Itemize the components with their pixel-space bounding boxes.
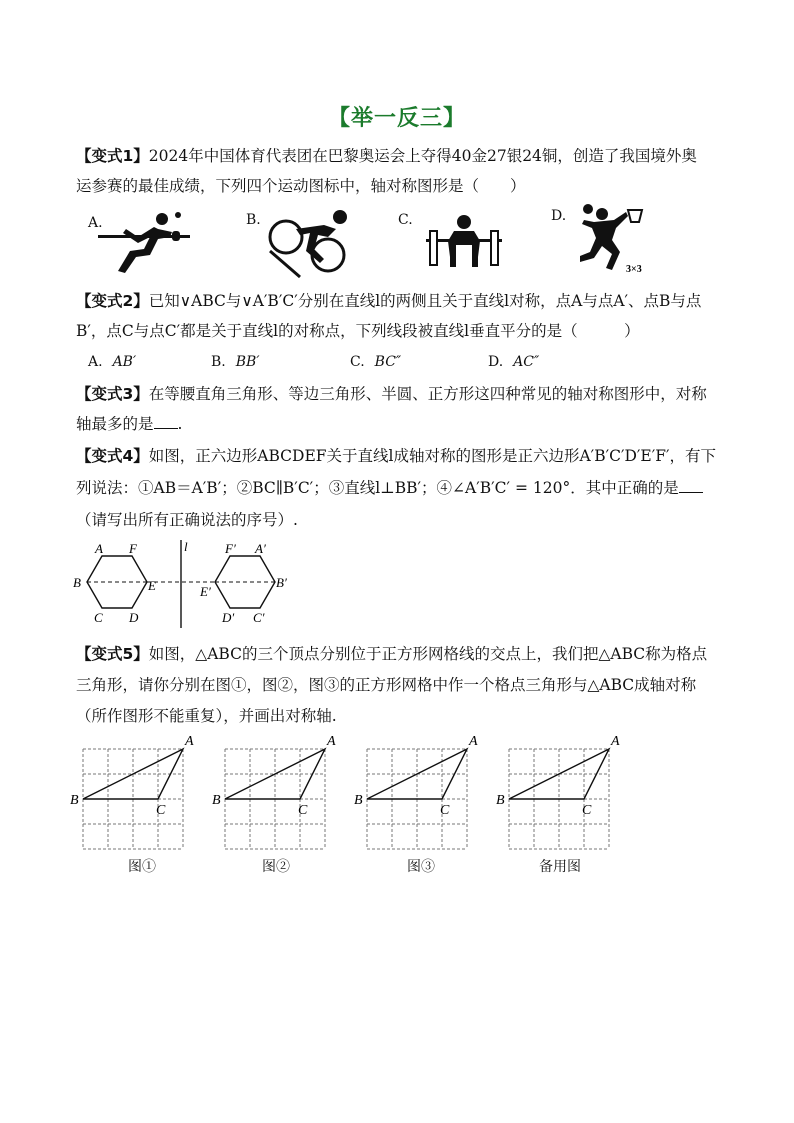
q1-line1: 【变式1】2024年中国体育代表团在巴黎奥运会上夺得40金27银24铜，创造了我国境外奥: [76, 147, 697, 165]
q2-line2: B′，点C与点C′都是关于直线l的对称点，下列线段被直线l垂直平分的是（ ）: [76, 322, 640, 340]
cycling-icon: [266, 207, 356, 279]
vertex-label-a: A: [185, 734, 194, 749]
vertex-label-c: C: [582, 803, 592, 818]
vertex-label-b: B: [212, 793, 221, 808]
hexagon-reflection-figure: [70, 538, 300, 630]
vertex-label-a: A: [327, 734, 336, 749]
q2-option-a: A. AB′: [88, 354, 137, 370]
weightlifting-icon: [426, 213, 502, 269]
q4-line3: （请写出所有正确说法的序号）.: [76, 511, 298, 529]
vertex-label-b: B: [496, 793, 505, 808]
q2-line1: 【变式2】已知∨ABC与∨A′B′C′分别在直线l的两侧且关于直线l对称，点A与点A′、点B与点: [76, 292, 702, 310]
svg-text:D: D: [129, 610, 139, 625]
svg-text:C′: C′: [253, 610, 265, 625]
q3-line2: 轴最多的是 .: [76, 415, 183, 433]
svg-text:D′: D′: [222, 610, 235, 625]
caption-spare-figure: 备用图: [539, 859, 581, 875]
svg-text:A′: A′: [255, 541, 266, 556]
q2-option-d: D. AC″: [488, 354, 540, 370]
caption-figure-1: 图①: [128, 859, 156, 875]
vertex-label-a: A: [469, 734, 478, 749]
svg-text:C: C: [94, 610, 103, 625]
grid-figure-1: [70, 734, 194, 849]
q1-line2: 运参赛的最佳成绩，下列四个运动图标中，轴对称图形是（ ）: [76, 177, 526, 195]
caption-figure-3: 图③: [407, 859, 435, 875]
q5-tag: 【变式5】: [76, 645, 149, 663]
answer-blank: [154, 414, 178, 429]
vertex-label-b: B: [70, 793, 79, 808]
svg-text:E: E: [148, 578, 156, 593]
vertex-label-b: B: [354, 793, 363, 808]
q5-line3: （所作图形不能重复），并画出对称轴.: [76, 707, 337, 725]
svg-text:B′: B′: [276, 575, 287, 590]
q2-tag: 【变式2】: [76, 292, 149, 310]
vertex-label-c: C: [298, 803, 308, 818]
q4-line2: 列说法：①AB＝A′B′；②BC∥B′C′；③直线l⊥BB′；④∠A′B′C′ = 120°．其中正确的是: [76, 478, 703, 498]
q4-tag: 【变式4】: [76, 447, 149, 465]
answer-blank: [679, 478, 703, 493]
vertex-label-c: C: [440, 803, 450, 818]
caption-figure-2: 图②: [262, 859, 290, 875]
q1-option-d-label: D.: [551, 208, 567, 224]
grid-figure-2: [212, 734, 336, 849]
grid-figures: [66, 730, 646, 850]
svg-text:B: B: [73, 575, 81, 590]
q1-option-c-label: C.: [398, 212, 413, 228]
q1-option-a-label: A.: [88, 215, 103, 231]
svg-text:F: F: [129, 541, 137, 556]
q4-line1: 【变式4】如图，正六边形ABCDEF关于直线l成轴对称的图形是正六边形A′B′C′D′E′F′，有下: [76, 447, 717, 465]
svg-text:A: A: [95, 541, 103, 556]
basketball-3x3-icon: [572, 200, 652, 278]
table-tennis-icon: [98, 207, 198, 277]
q1-option-d-note: 3×3: [626, 264, 642, 275]
q1-option-b-label: B.: [246, 212, 261, 228]
grid-figure-3: [354, 734, 478, 849]
q5-line2: 三角形，请你分别在图①，图②，图③的正方形网格中作一个格点三角形与△ABC成轴对称: [76, 676, 697, 694]
section-title: 【举一反三】: [327, 106, 466, 131]
q5-line1: 【变式5】如图，△ABC的三个顶点分别位于正方形网格线的交点上，我们把△ABC称为格点: [76, 645, 708, 663]
svg-text:F′: F′: [225, 541, 236, 556]
vertex-label-a: A: [611, 734, 620, 749]
q1-tag: 【变式1】: [76, 147, 149, 165]
q3-line1: 【变式3】在等腰直角三角形、等边三角形、半圆、正方形这四种常见的轴对称图形中，对称: [76, 385, 707, 403]
svg-text:l: l: [184, 539, 188, 554]
svg-text:E′: E′: [200, 584, 211, 599]
grid-figure-4: [496, 734, 620, 849]
q2-option-c: C. BC″: [350, 354, 402, 370]
q3-tag: 【变式3】: [76, 385, 149, 403]
q2-option-b: B. BB′: [211, 354, 260, 370]
vertex-label-c: C: [156, 803, 166, 818]
